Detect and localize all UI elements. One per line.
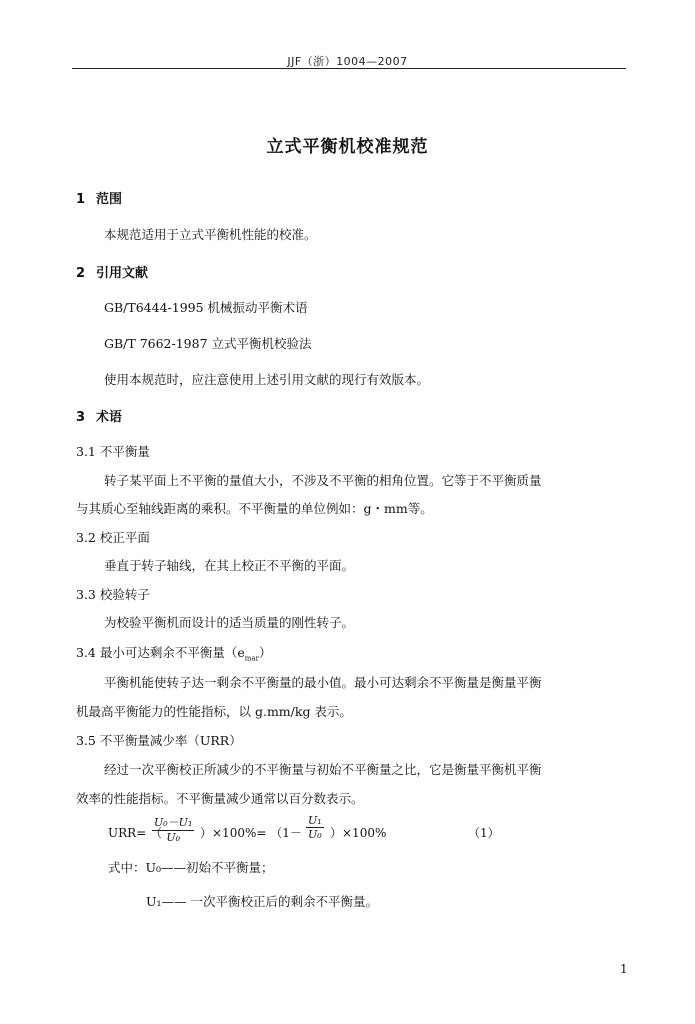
fraction-2: [306, 814, 324, 841]
section-number: 2: [76, 266, 86, 281]
fraction-1-numerator: U₀－U₁: [154, 816, 193, 829]
term-3-4-line-2: 机最高平衡能力的性能指标，以 g.mm/kg 表示。: [76, 704, 352, 719]
section-title: 术语: [96, 410, 123, 425]
term-3-1-title: 3.1 不平衡量: [76, 444, 150, 459]
section-1-text: 本规范适用于立式平衡机性能的校准。: [104, 227, 317, 242]
term-3-1-line-2: 与其质心至轴线距离的乘积。不平衡量的单位例如：g・mm等。: [76, 501, 433, 516]
term-3-3-title: 3.3 校验转子: [76, 587, 150, 602]
fraction-2-numerator: U₁: [308, 814, 322, 827]
section-number: 1: [76, 192, 86, 207]
term-3-2-title: 3.2 校正平面: [76, 530, 150, 545]
equation-number: （1）: [468, 826, 500, 840]
term-3-2-line-1: 垂直于转子轴线，在其上校正不平衡的平面。: [104, 558, 355, 573]
term-3-5-title: 3.5 不平衡量减少率（URR）: [76, 733, 242, 748]
running-header: JJF（浙）1004—2007: [287, 55, 408, 68]
term-3-4-subscript: mar: [244, 654, 259, 663]
section-title: 引用文献: [96, 266, 149, 281]
section-3-heading: [76, 406, 122, 425]
reference-2: GB/T 7662-1987 立式平衡机校验法: [104, 336, 312, 351]
where-line-2: U₁—— 一次平衡校正后的剩余不平衡量。: [146, 894, 379, 909]
reference-1: GB/T6444-1995 机械振动平衡术语: [104, 300, 308, 315]
where-line-1: 式中：U₀——初始不平衡量；: [108, 860, 274, 875]
term-3-3-line-1: 为校验平衡机而设计的适当质量的刚性转子。: [104, 615, 355, 630]
fraction-2-denominator: U₀: [308, 828, 322, 841]
reference-note: 使用本规范时，应注意使用上述引用文献的现行有效版本。: [104, 372, 430, 387]
section-title: 范围: [96, 192, 123, 207]
term-3-4-title-close: ）: [258, 645, 272, 660]
term-3-5-line-1: 经过一次平衡校正所减少的不平衡量与初始不平衡量之比，它是衡量平衡机平衡: [104, 762, 542, 777]
formula-lhs: URR= （: [108, 826, 163, 840]
term-3-4-title-text: 3.4 最小可达剩余不平衡量（e: [76, 645, 245, 660]
term-3-1-line-1: 转子某平面上不平衡的量值大小，不涉及不平衡的相角位置。它等于不平衡质量: [104, 473, 542, 488]
fraction-1: [152, 814, 194, 844]
header-rule: [72, 68, 626, 69]
page-number: 1: [620, 962, 628, 976]
section-number: 3: [76, 410, 86, 425]
term-3-4-title: [76, 643, 271, 663]
term-3-5-line-2: 效率的性能指标。不平衡量减少通常以百分数表示。: [76, 791, 364, 806]
formula-end: ）×100%: [330, 826, 387, 840]
section-1-heading: [76, 188, 122, 207]
fraction-1-denominator: U₀: [166, 831, 181, 844]
term-3-4-line-1: 平衡机能使转子达一剩余不平衡量的最小值。最小可达剩余不平衡量是衡量平衡: [104, 675, 542, 690]
formula-middle: ）×100%= （1－: [200, 826, 302, 840]
document-title: 立式平衡机校准规范: [266, 137, 429, 157]
section-2-heading: [76, 262, 148, 281]
